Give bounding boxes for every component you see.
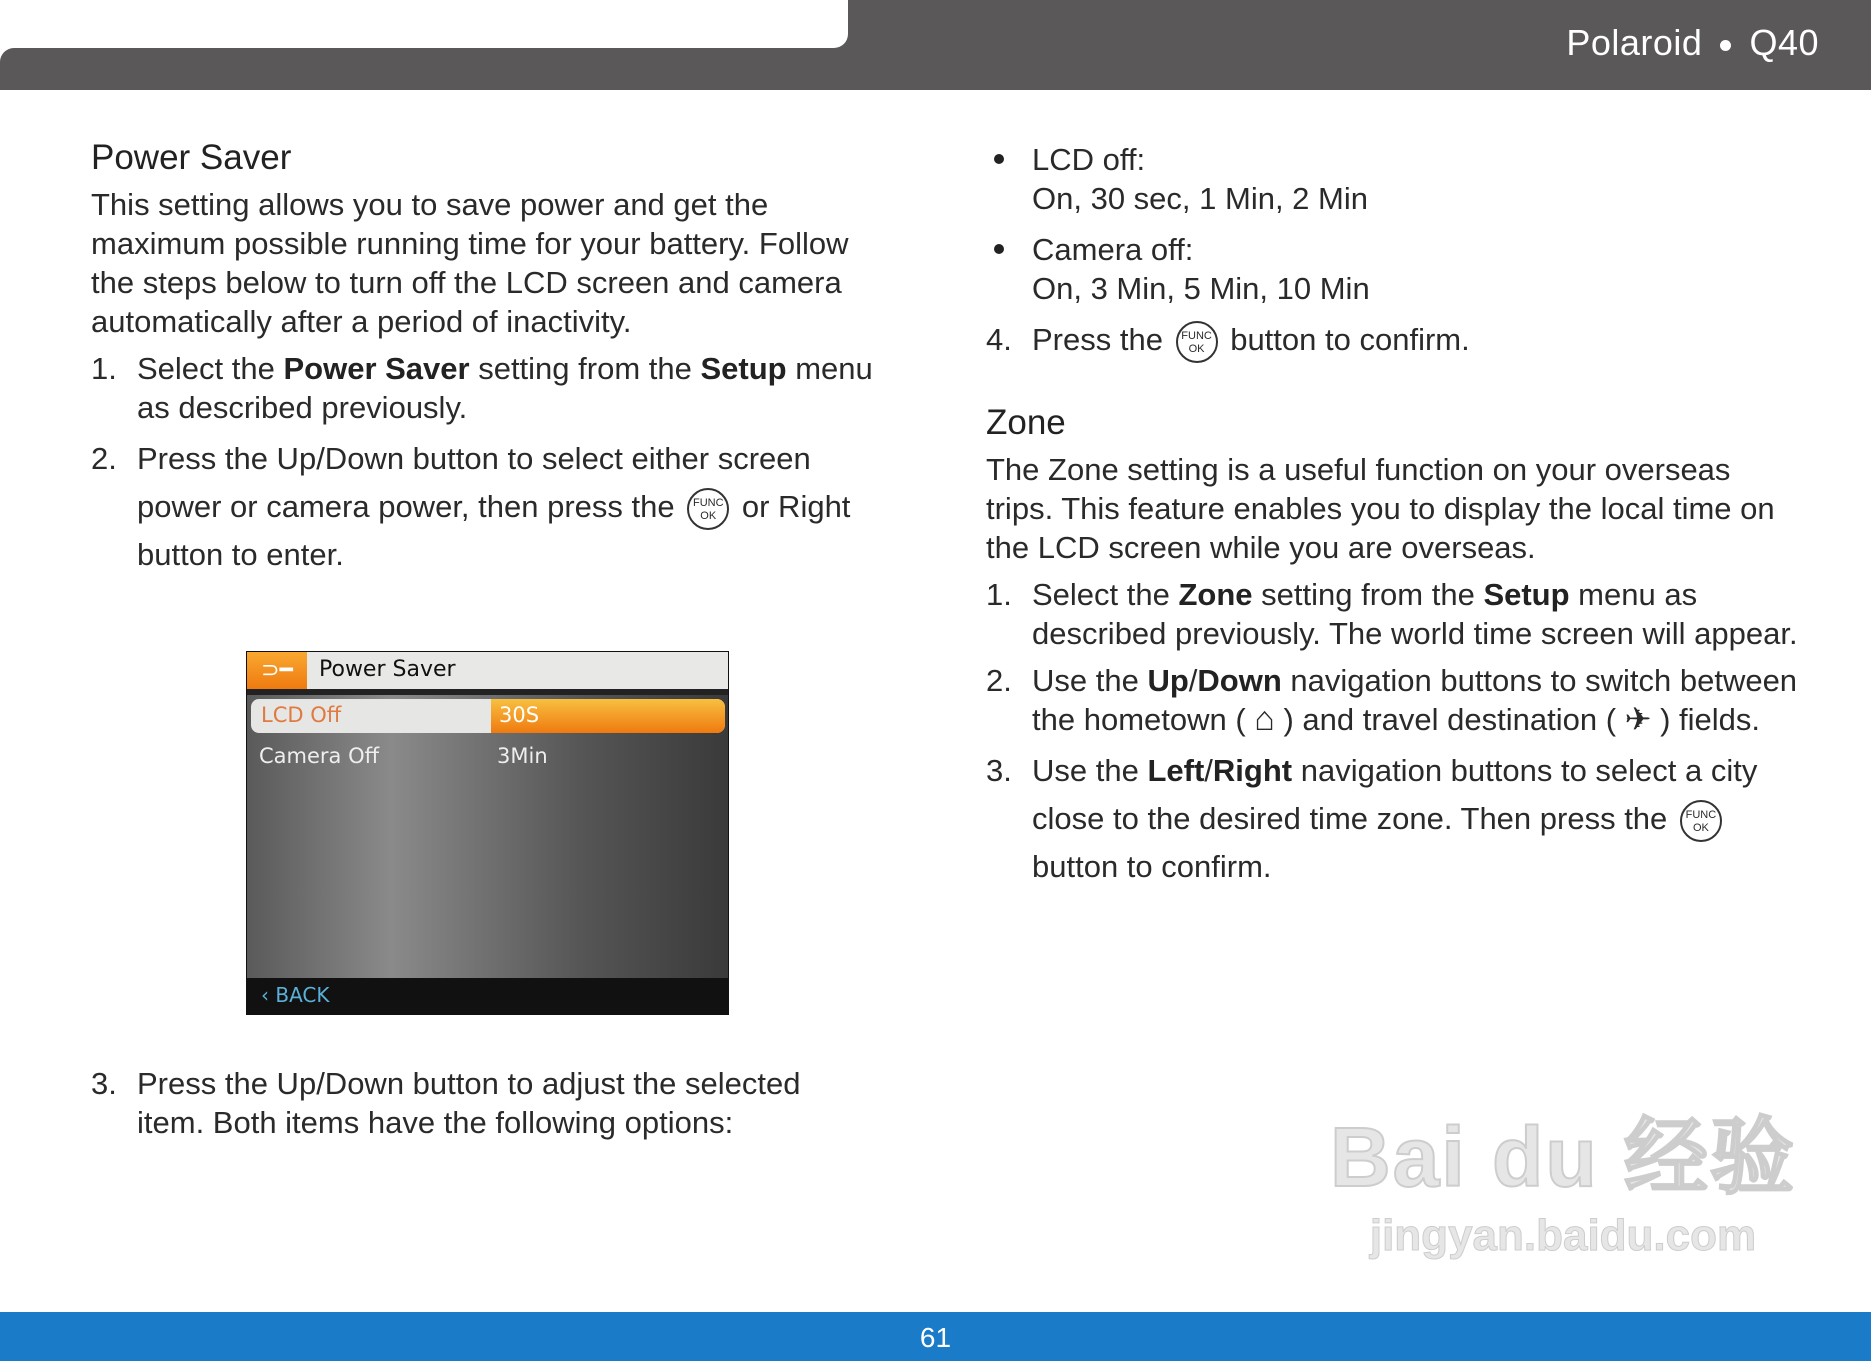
text: / (1188, 662, 1198, 698)
right-column (986, 140, 1806, 899)
home-icon: ⌂ (1254, 699, 1275, 738)
step-number: 3. (91, 1066, 117, 1101)
model-name: Q40 (1749, 22, 1819, 63)
bullet-lcd-off (986, 140, 1806, 218)
left-column (91, 138, 891, 587)
bullet-label: Camera off: (1032, 232, 1194, 267)
section-title-power-saver: Power Saver (91, 138, 292, 177)
watermark-logo: Bai du 经验 (1330, 1110, 1797, 1204)
text: setting from the (469, 351, 701, 386)
step-4 (986, 320, 1806, 363)
bold-text: Right (1212, 752, 1293, 788)
text: Use the (1032, 752, 1148, 788)
page-number: 61 (919, 1322, 952, 1353)
screen-row-lcd-off (251, 699, 725, 733)
bullet-options: On, 3 Min, 5 Min, 10 Min (1032, 271, 1370, 306)
bullet-label: LCD off: (1032, 142, 1146, 177)
text: Select the (137, 351, 284, 386)
row-value: 30S (499, 703, 540, 727)
brand-name: Polaroid (1566, 22, 1703, 63)
text: Use the (1032, 662, 1148, 698)
func-label: FUNC (1685, 808, 1717, 821)
text: Press the Up/Down button to adjust the selected item. Both items have the following options: (137, 1066, 801, 1140)
func-ok-icon (687, 488, 729, 530)
bold-text: Power Saver (283, 351, 470, 386)
text: ) and travel destination ( (1283, 701, 1617, 737)
bold-text: Setup (1483, 576, 1570, 612)
zone-step-1 (986, 575, 1806, 653)
step-number: 4. (986, 322, 1012, 357)
page-header (0, 0, 1871, 90)
bullet-icon (994, 244, 1004, 254)
row-label: LCD Off (261, 703, 342, 727)
wrench-icon: ⊃━ (247, 652, 307, 689)
screen-title-bar (247, 652, 728, 689)
back-text: BACK (275, 983, 330, 1007)
separator-dot (1720, 40, 1731, 51)
brand-label (1566, 22, 1819, 64)
bold-text: Setup (700, 351, 787, 386)
bullet-icon (994, 154, 1004, 164)
step-number: 2. (91, 441, 117, 476)
back-label: ‹ BACK (261, 983, 330, 1007)
divider (247, 689, 728, 695)
func-label: FUNC (1181, 329, 1212, 342)
section-title-zone: Zone (986, 402, 1066, 442)
text: navigation buttons to switch between the hometown ( (1032, 662, 1798, 737)
text: button to confirm. (1032, 848, 1272, 884)
bullet-options: On, 30 sec, 1 Min, 2 Min (1032, 181, 1368, 216)
camera-screen-image (246, 651, 729, 1015)
func-ok-icon (1680, 800, 1722, 842)
header-corner (0, 48, 14, 62)
left-column-bottom (91, 1064, 871, 1150)
step-number: 3. (986, 752, 1012, 788)
baidu-watermark (1330, 1090, 1796, 1261)
ok-label: OK (700, 509, 717, 522)
zone-step-2 (986, 661, 1806, 739)
step-number: 1. (91, 351, 117, 386)
page-footer (0, 1312, 1871, 1361)
header-tab (0, 0, 848, 48)
ok-label: OK (1188, 342, 1205, 355)
step-1 (91, 349, 891, 427)
text: or Right button to enter. (137, 489, 851, 572)
text: button to confirm. (1230, 322, 1470, 357)
ok-label: OK (1692, 821, 1709, 834)
text: setting from the (1252, 576, 1484, 612)
intro-paragraph: This setting allows you to save power and get the maximum possible running time for your battery. Follow the steps below to turn off the LCD screen and camera automatically after a period of inactivity. (91, 187, 849, 339)
airplane-icon: ✈ (1624, 700, 1652, 737)
step-3 (91, 1064, 871, 1142)
row-label: Camera Off (259, 744, 380, 768)
text: / (1204, 752, 1213, 788)
text: Select the (1032, 576, 1179, 612)
text: menu as described previously. (137, 351, 873, 425)
bold-text: Up (1147, 662, 1189, 698)
func-label: FUNC (692, 496, 724, 509)
func-ok-icon (1176, 321, 1218, 363)
step-number: 2. (986, 662, 1012, 698)
step-2 (91, 435, 891, 579)
watermark-url: jingyan.baidu.com (1369, 1211, 1757, 1260)
screen-footer (247, 978, 728, 1014)
bold-text: Zone (1178, 576, 1253, 612)
screen-title: Power Saver (319, 657, 456, 682)
text: Press the Up/Down button to select either screen power or camera power, then press the (137, 441, 811, 524)
bold-text: Down (1197, 662, 1282, 698)
text: ) fields. (1660, 701, 1761, 737)
bold-text: Left (1147, 752, 1205, 788)
row-value: 3Min (497, 744, 548, 768)
text: navigation buttons to select a city close to the desired time zone. Then press the (1032, 752, 1758, 836)
zone-intro: The Zone setting is a useful function on your overseas trips. This feature enables you to display the local time on the LCD screen while you are overseas. (986, 451, 1775, 565)
text: Press the (1032, 322, 1163, 357)
bullet-camera-off (986, 230, 1806, 308)
text: menu as described previously. The world time screen will appear. (1032, 576, 1798, 651)
step-number: 1. (986, 576, 1012, 612)
zone-step-3 (986, 747, 1806, 891)
